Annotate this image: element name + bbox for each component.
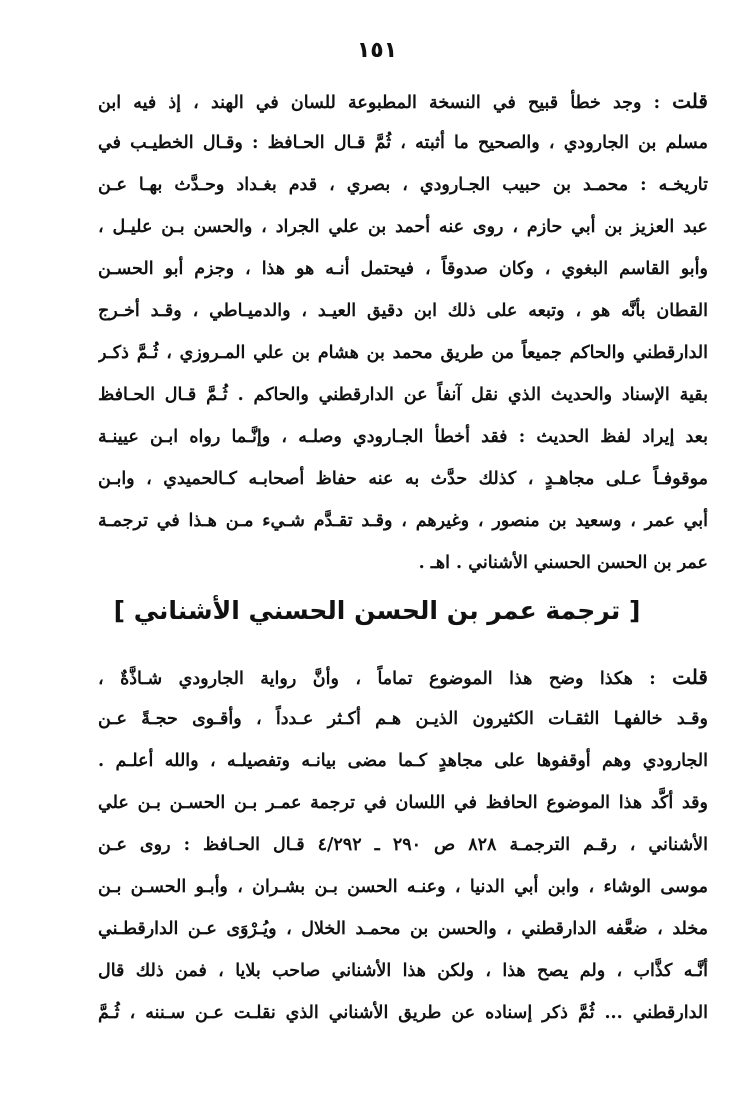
text-line: تاريخـه : محمـد بن حبيب الجـارودي ، بصري ، قدم بغـداد وحـدَّث بهـا عـن: [98, 175, 708, 195]
text-line: الدارقطني والحاكم جميعاً من طريق محمد بن هشام بن علي المـروزي ، ثُـمَّ ذكـر: [98, 343, 708, 363]
text-line: الأشناني ، رقـم الترجمـة ٨٢٨ ص ٢٩٠ ـ ٤/٢٩٢ قـال الحـافظ : روى عـن: [98, 835, 708, 855]
text-line: عمر بن الحسن الحسني الأشناني . اهـ .: [418, 553, 708, 573]
text-line: وأبو القاسم البغوي ، وكان صدوقاً ، فيحتمل أنـه هو هذا ، وجزم أبو الحسـن: [98, 259, 708, 279]
keyword-qultu: قلت: [672, 89, 708, 113]
text-line: مخلد ، ضعَّفه الدارقطني ، والحسن بن محمـد الخلال ، ويُـرْوَى عـن الدارقطـني: [98, 919, 708, 939]
keyword-qultu: قلت: [672, 665, 708, 689]
text-line: [98, 656, 708, 698]
text-line: بقية الإسناد والحديث الذي نقل آنفاً عن الدارقطني والحاكم . ثُـمَّ قـال الحـافظ: [98, 385, 708, 405]
paragraph-block-2: [98, 656, 708, 1034]
text-line: موقوفـاً عـلى مجاهـدٍ ، كذلك حدَّث به عنه حفاظ أصحابـه كـالحميدي ، وابـن: [98, 469, 708, 489]
text-line: أنَّـه كذَّاب ، ولم يصح هذا ، ولكن هذا الأشناني صاحب بلايا ، فمن ذلك قال: [98, 961, 708, 981]
text-line: وقـد خالفهـا الثقـات الكثيرون الذيـن هـم أكـثر عـدداً ، وأقـوى حجـةً عـن: [98, 709, 708, 729]
text-line: بعد إيراد لفظ الحديث : فقد أخطأ الجـارودي وصلـه ، وإنَّـما رواه ابـن عيينـة: [98, 427, 708, 447]
text-line: وقد أكَّد هذا الموضوع الحافظ في اللسان في ترجمة عمـر بـن الحسـن بـن علي: [98, 793, 708, 813]
text-line: القطان بأنَّه هو ، وتبعه على ذلك ابن دقيق العيـد ، والدميـاطي ، وقـد أخـرج: [98, 301, 708, 321]
text-line: عبد العزيز بن أبي حازم ، روى عنه أحمد بن علي الجراد ، والحسن بـن عليـل ،: [98, 217, 708, 237]
text-line: مسلم بن الجارودي ، والصحيح ما أثبته ، ثُمَّ قـال الحـافظ : وقـال الخطيـب في: [98, 133, 708, 153]
line-text: : هكذا وضح هذا الموضوع تماماً ، وأنَّ رواية الجارودي شـاذَّةٌ ،: [98, 669, 673, 689]
section-heading: [ ترجمة عمر بن الحسن الحسني الأشناني ]: [113, 596, 641, 625]
text-line: موسى الوشاء ، وابن أبي الدنيا ، وعنـه الحسن بـن بشـران ، وأبـو الحسـن بـن: [98, 877, 708, 897]
line-text: : وجد خطأ قبيح في النسخة المطبوعة للسان في الهند ، إذ فيه ابن: [98, 93, 673, 113]
text-line: الجارودي وهم أوقفوها على مجاهدٍ كـما مضى بيانـه وتفصيلـه ، والله أعلـم .: [98, 751, 708, 771]
text-line: [98, 80, 708, 122]
text-line: أبي عمر ، وسعيد بن منصور ، وغيرهم ، وقـد تقـدَّم شـيء مـن هـذا في ترجمـة: [98, 511, 708, 531]
paragraph-block-1: [98, 80, 708, 584]
page-number: ١٥١: [356, 38, 398, 63]
text-line: الدارقطني ... ثُمَّ ذكر إسناده عن طريق الأشناني الذي نقلـت عـن سـننه ، ثُـمَّ: [98, 1003, 708, 1023]
